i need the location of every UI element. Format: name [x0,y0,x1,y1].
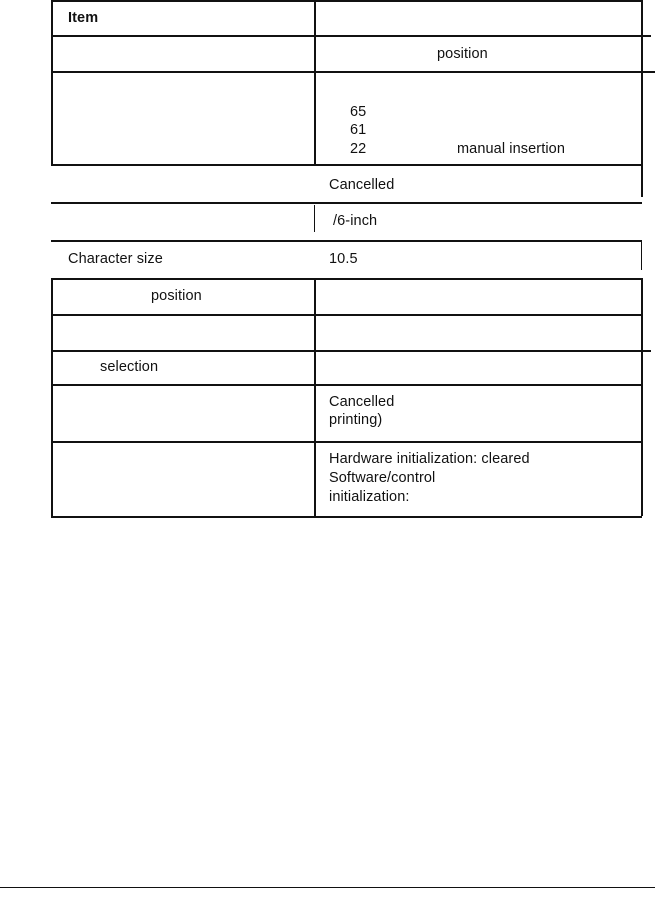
row-rule [51,314,642,316]
table-top-rule [51,0,642,2]
table-cell-value: Cancelled [329,177,395,193]
row-rule [51,35,651,37]
row-rule [51,278,642,280]
table-right-border [641,241,642,270]
table-cell-value: manual insertion [457,141,565,157]
row-rule [51,441,642,443]
table-cell-item: position [151,288,202,304]
row-rule [51,350,651,352]
row-rule [51,516,642,518]
table-left-border [51,0,53,164]
table-cell-value: printing) [329,412,383,428]
row-rule [51,164,642,166]
table-right-border [641,0,643,164]
table-divider [314,0,316,164]
table-cell-value: Cancelled [329,394,395,410]
table-cell-value: 65 [350,104,367,120]
table-cell-value: Hardware initialization: cleared [329,451,530,467]
table-cell-item: selection [100,359,159,375]
table-cell-value: 61 [350,122,367,138]
table-divider [314,205,315,232]
row-rule [51,71,655,73]
table-cell-value: Software/control [329,470,436,486]
footer-rule [0,887,655,888]
table-cell-item: Character size [68,251,163,267]
row-rule [51,202,642,204]
table-right-border [641,164,643,197]
item-header: Item [68,10,99,26]
row-rule [51,384,642,386]
table-cell-value: 22 [350,141,367,157]
table-cell-value: position [437,46,488,62]
table-cell-value: initialization: [329,489,410,505]
table-cell-value: 10.5 [329,251,358,267]
row-rule [51,240,642,242]
table-cell-value: /6-inch [333,213,378,229]
